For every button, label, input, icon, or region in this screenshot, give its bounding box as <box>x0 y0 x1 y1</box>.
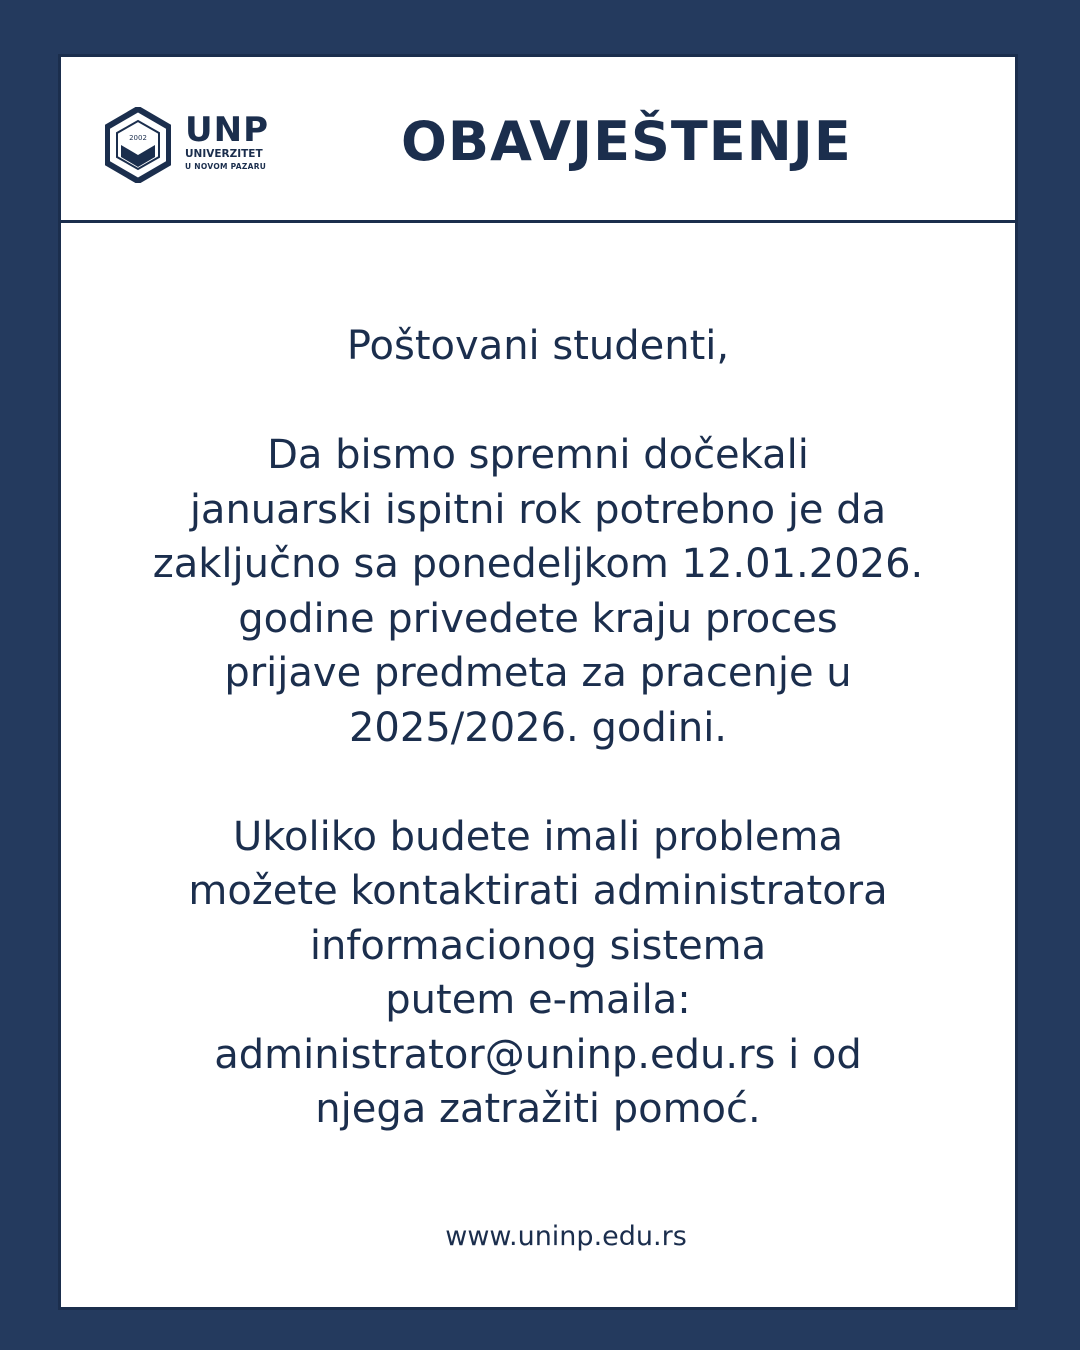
paragraph-contact <box>81 810 995 1137</box>
paragraph-line: putem e-maila: <box>385 977 691 1023</box>
university-emblem-icon <box>105 107 171 183</box>
paragraph-line: Da bismo spremni dočekali <box>267 432 809 478</box>
page-title: OBAVJEŠTENJE <box>401 110 852 173</box>
paragraph-line: možete kontaktirati administratora <box>188 868 888 914</box>
paragraph-line: 2025/2026. godini. <box>348 704 728 751</box>
logo-name-line2: U NOVOM PAZARU <box>185 161 267 171</box>
paragraph-line: prijave predmeta za pracenje u <box>224 650 852 696</box>
paragraph-line: zaključno sa ponedeljkom 12.01.2026. <box>152 541 924 587</box>
paragraph-line: informacionog sistema <box>309 922 767 969</box>
header <box>61 57 1015 223</box>
logo-year: 2002 <box>129 134 147 142</box>
paragraph-deadline <box>81 428 995 755</box>
paragraph-line: januarski ispitni rok potrebno je da <box>189 486 887 533</box>
logo-name-line1: UNIVERZITET <box>185 148 263 160</box>
greeting: Poštovani studenti, <box>346 323 730 369</box>
paragraph-line: Ukoliko budete imali problema <box>233 813 843 860</box>
university-logo <box>85 77 295 203</box>
notice-card <box>58 54 1018 1310</box>
website-url: www.uninp.edu.rs <box>445 1221 687 1252</box>
logo-acronym: UNP <box>185 110 269 150</box>
paragraph-line: godine privedete kraju proces <box>238 595 838 642</box>
notice-body <box>81 319 995 1137</box>
logo-wordmark <box>185 110 269 171</box>
paragraph-line-email: administrator@uninp.edu.rs i od <box>214 1031 862 1078</box>
paragraph-line: njega zatražiti pomoć. <box>315 1086 761 1132</box>
